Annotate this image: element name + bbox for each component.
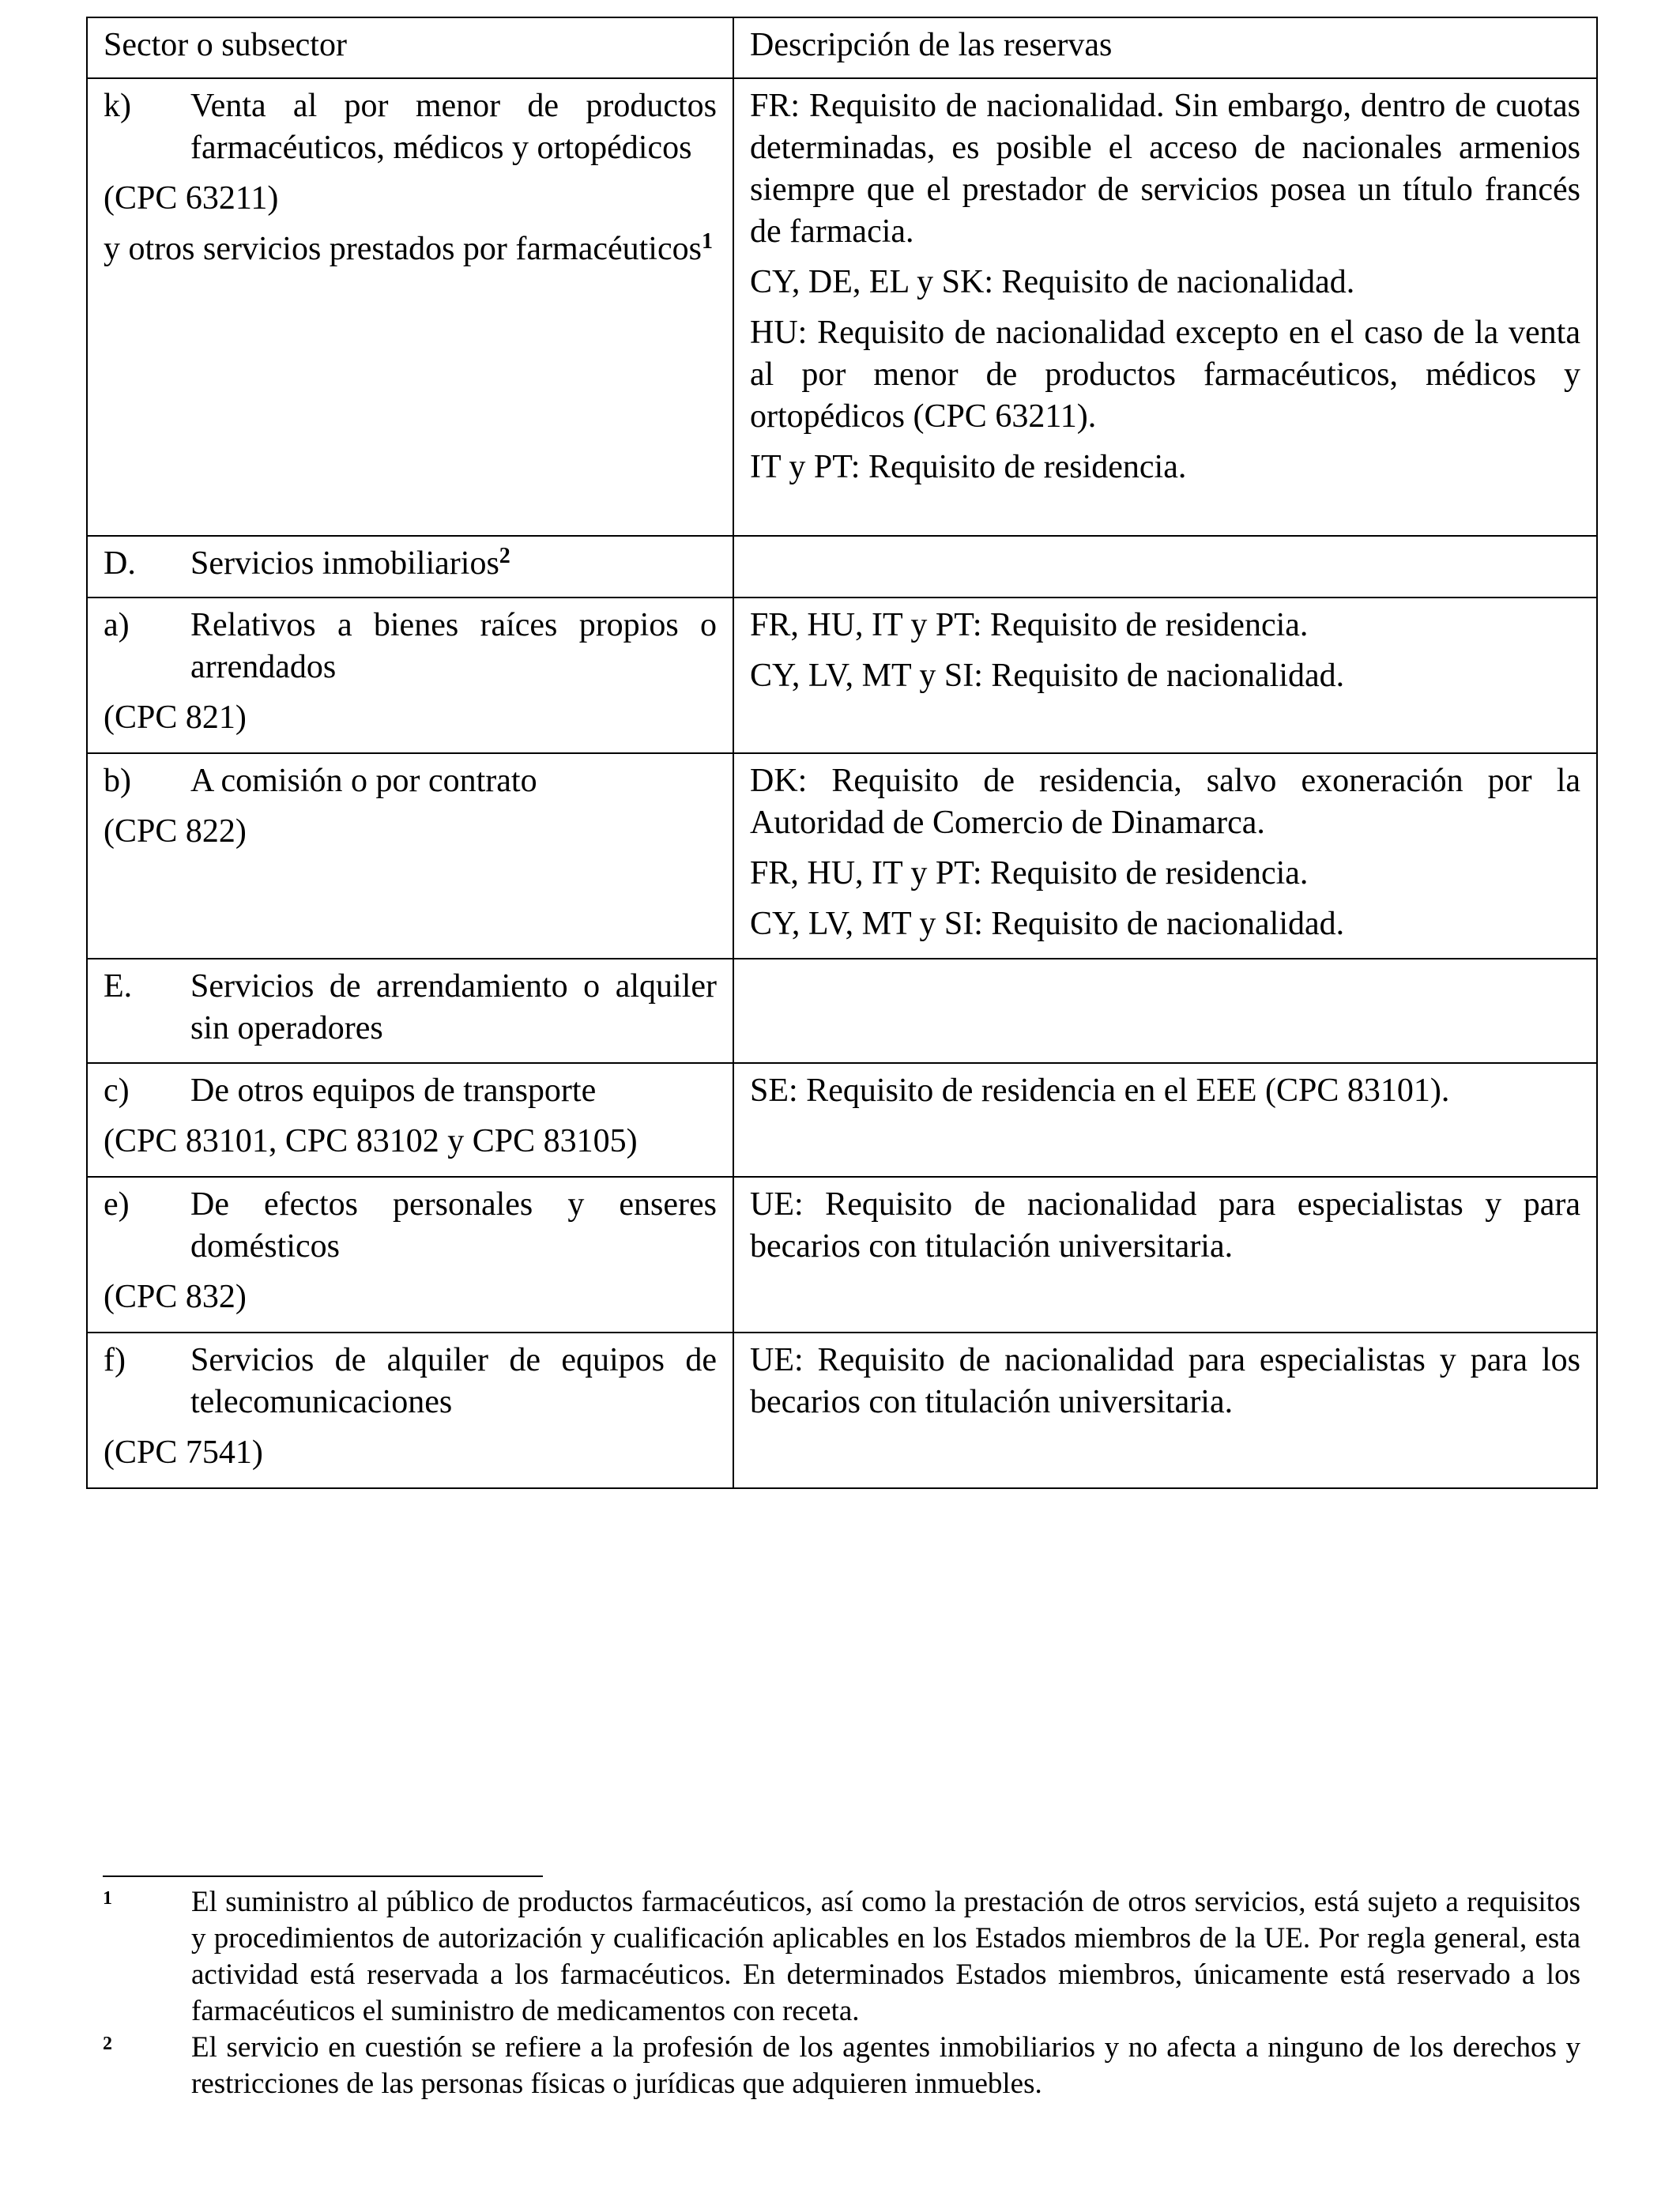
- item-title: Relativos a bienes raíces propios o arrendados: [190, 607, 717, 685]
- description-cell: [733, 1063, 1597, 1177]
- item-title: Venta al por menor de productos farmacéuticos, médicos y ortopédicos: [190, 88, 717, 166]
- item-title: De efectos personales y enseres domésticos: [190, 1186, 717, 1265]
- item-title: Servicios de arrendamiento o alquiler sin operadores: [190, 968, 717, 1046]
- item-title: A comisión o por contrato: [190, 763, 537, 799]
- item-title: Servicios inmobiliarios: [190, 545, 499, 582]
- item-label: e): [104, 1186, 130, 1223]
- item-label: a): [104, 607, 130, 643]
- table-row: [87, 598, 1597, 753]
- sector-item: [104, 760, 717, 802]
- sector-extra-text: y otros servicios prestados por farmacéuticos: [104, 231, 702, 267]
- description-cell: [733, 1333, 1597, 1488]
- table-row: [87, 1063, 1597, 1177]
- reservation-text: CY, LV, MT y SI: Requisito de nacionalidad.: [750, 906, 1345, 942]
- reservation-text: IT y PT: Requisito de residencia.: [750, 449, 1187, 485]
- reservation-text: UE: Requisito de nacionalidad para especialistas y para becarios con titulación universitaria.: [750, 1186, 1580, 1265]
- item-label: k): [104, 88, 131, 124]
- item-title-wrap: [190, 543, 510, 585]
- reservations-table: [86, 17, 1598, 1489]
- section-heading: [104, 543, 717, 585]
- footnotes: [103, 1884, 1580, 2102]
- footnote-text: El suministro al público de productos farmacéuticos, así como la prestación de otros servicios, está sujeto a requisitos y procedimientos de autorización y cualificación aplicables en los Estados miembros de la UE. Por regla general, esta actividad está reservada a los farmacéuticos. En determinados Estados miembros, únicamente está reservado a los farmacéuticos el suministro de medicamentos con receta.: [191, 1886, 1580, 2027]
- table-row: [87, 959, 1597, 1063]
- sector-cell: [87, 1177, 733, 1333]
- sector-item: [104, 1070, 717, 1112]
- sector-cell: [87, 1333, 733, 1488]
- description-cell: [733, 78, 1597, 536]
- sector-item: [104, 1340, 717, 1423]
- table-header-row: [87, 17, 1597, 78]
- cpc-code: (CPC 63211): [104, 180, 279, 217]
- item-label: D.: [104, 545, 136, 582]
- item-title: De otros equipos de transporte: [190, 1072, 597, 1109]
- reservation-text: CY, DE, EL y SK: Requisito de nacionalidad.: [750, 264, 1355, 300]
- reservation-text: FR: Requisito de nacionalidad. Sin embargo, dentro de cuotas determinadas, es posible el acceso de nacionales armenios siempre que el prestador de servicios posea un título francés de farmacia.: [750, 88, 1580, 250]
- sector-item: [104, 85, 717, 169]
- description-cell: [733, 598, 1597, 753]
- header-description: Descripción de las reservas: [733, 17, 1597, 78]
- item-label: E.: [104, 968, 133, 1005]
- sector-cell: [87, 1063, 733, 1177]
- table-row: [87, 78, 1597, 536]
- footnote-number: 1: [103, 1888, 112, 1909]
- footnote-number: 2: [103, 2034, 112, 2054]
- cpc-code: (CPC 7541): [104, 1434, 263, 1471]
- cpc-code: (CPC 832): [104, 1279, 247, 1315]
- cpc-code: (CPC 821): [104, 699, 247, 736]
- description-cell: [733, 1177, 1597, 1333]
- reservation-text: DK: Requisito de residencia, salvo exoneración por la Autoridad de Comercio de Dinamarca.: [750, 763, 1580, 841]
- table-row: [87, 1177, 1597, 1333]
- item-label: c): [104, 1072, 130, 1109]
- reservation-text: SE: Requisito de residencia en el EEE (CPC 83101).: [750, 1072, 1450, 1109]
- sector-cell: [87, 78, 733, 536]
- item-title: Servicios de alquiler de equipos de telecomunicaciones: [190, 1342, 717, 1420]
- reservation-text: UE: Requisito de nacionalidad para especialistas y para los becarios con titulación universitaria.: [750, 1342, 1580, 1420]
- footnote: [103, 1884, 1580, 2030]
- sector-item: [104, 605, 717, 688]
- table-row: [87, 1333, 1597, 1488]
- cpc-code: (CPC 822): [104, 813, 247, 850]
- footnote-ref: 1: [701, 229, 713, 254]
- item-label: b): [104, 763, 131, 799]
- section-heading: [104, 966, 717, 1050]
- description-cell: [733, 753, 1597, 959]
- footnote: [103, 2030, 1580, 2102]
- sector-cell: [87, 536, 733, 598]
- header-sector: Sector o subsector: [87, 17, 733, 78]
- reservation-text: HU: Requisito de nacionalidad excepto en el caso de la venta al por menor de productos farmacéuticos, médicos y ortopédicos (CPC 63211).: [750, 315, 1580, 435]
- footnote-ref: 2: [499, 544, 510, 568]
- sector-cell: [87, 598, 733, 753]
- sector-cell: [87, 753, 733, 959]
- footnote-separator: [103, 1875, 543, 1877]
- description-cell: [733, 959, 1597, 1063]
- item-label: f): [104, 1342, 126, 1378]
- sector-cell: [87, 959, 733, 1063]
- description-cell: [733, 536, 1597, 598]
- sector-extra: [104, 228, 717, 270]
- cpc-code: (CPC 83101, CPC 83102 y CPC 83105): [104, 1123, 638, 1159]
- table-row: [87, 753, 1597, 959]
- table-row: [87, 536, 1597, 598]
- reservation-text: CY, LV, MT y SI: Requisito de nacionalidad.: [750, 658, 1345, 694]
- footnote-text: El servicio en cuestión se refiere a la profesión de los agentes inmobiliarios y no afecta a ninguno de los derechos y restricciones de las personas físicas o jurídicas que adquieren inmuebles.: [191, 2031, 1580, 2100]
- reservation-text: FR, HU, IT y PT: Requisito de residencia.: [750, 607, 1309, 643]
- sector-item: [104, 1184, 717, 1268]
- reservation-text: FR, HU, IT y PT: Requisito de residencia.: [750, 855, 1309, 892]
